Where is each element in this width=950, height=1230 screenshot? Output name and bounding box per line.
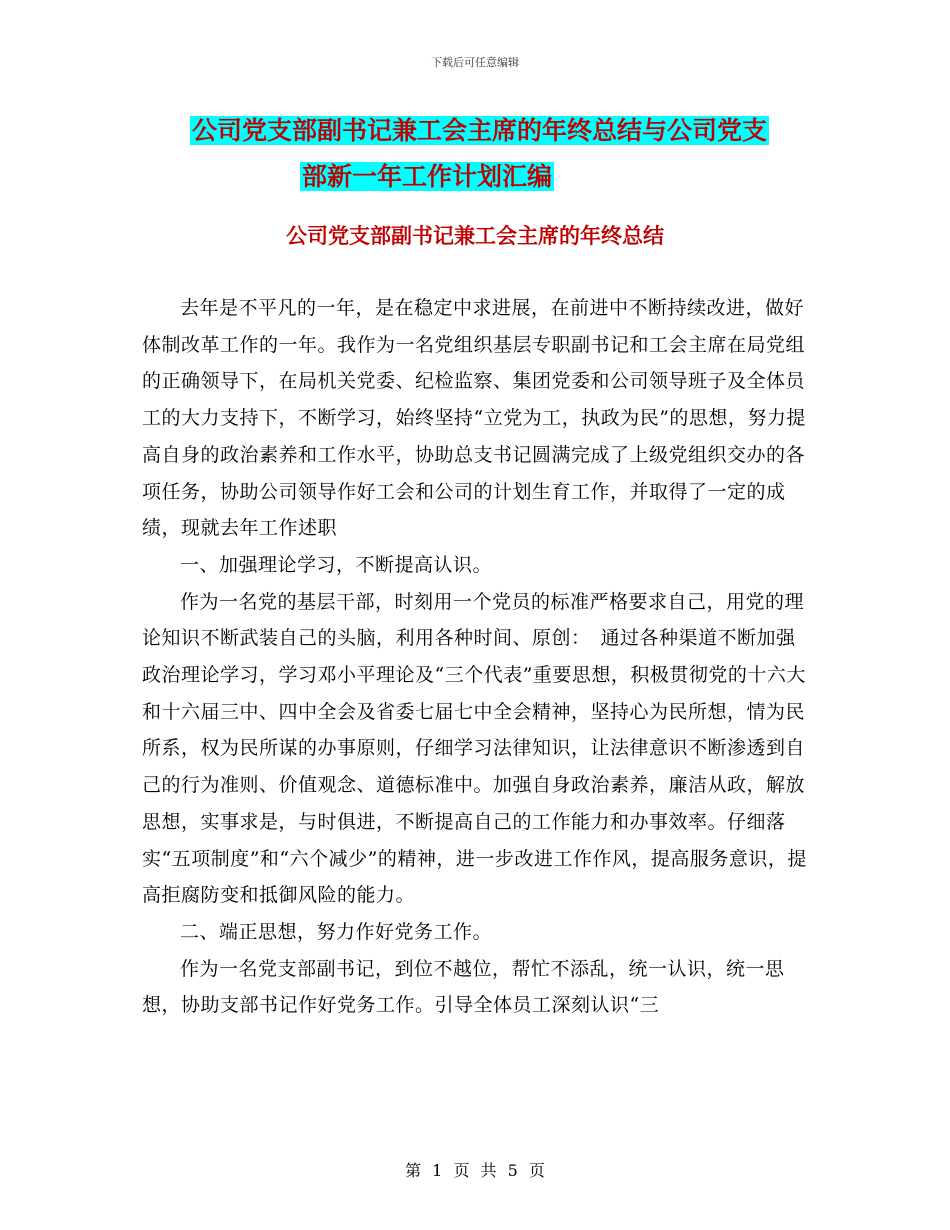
body-text (142, 290, 810, 1024)
title-line-1: 公司党支部副书记兼工会主席的年终总结与公司党支 (192, 116, 768, 145)
title-line-2: 部新一年工作计划汇编 (302, 162, 553, 191)
paragraph: 作为一名党的基层干部，时刻用一个党员的标准严格要求自己，用党的理论知识不断武装自己的头脑，利用各种时间、原创： 通过各种渠道不断加强政治理论学习，学习邓小平理论及“三个代表”重要思想，积极贯彻党的十六大和十六届三中、四中全会及省委七届七中全会精神，坚持心为民所想，情为民所系，权为民所谋的办事原则，仔细学习法律知识，让法律意识不断渗透到自己的行为准则、价值观念、道德标准中。加强自身政治素养，廉洁从政，解放思想，实事求是，与时俱进，不断提高自己的工作能力和办事效率。仔细落实“五项制度”和“六个减少”的精神，进一步改进工作作风，提高服务意识，提高拒腐防变和抵御风险的能力。 (142, 590, 807, 907)
header-note: 下载后可任意编辑 (431, 56, 519, 69)
paragraph: 作为一名党支部副书记，到位不越位，帮忙不添乱，统一认识，统一思想，协助支部书记作好党务工作。引导全体员工深刻认识“三 (142, 957, 785, 1017)
paragraph-heading: 二、端正思想，努力作好党务工作。 (180, 920, 493, 943)
paragraph-heading: 一、加强理论学习，不断提高认识。 (180, 553, 493, 576)
paragraph: 去年是不平凡的一年，是在稳定中求进展，在前进中不断持续改进，做好体制改革工作的一年。我作为一名党组织基层专职副书记和工会主席在局党组的正确领导下，在局机关党委、纪检监察、集团党委和公司领导班子及全体员工的大力支持下，不断学习，始终坚持“立党为工，执政为民”的思想，努力提高自身的政治素养和工作水平，协助总支书记圆满完成了上级党组织交办的各项任务，协助公司领导作好工会和公司的计划生育工作，并取得了一定的成绩，现就去年工作述职 (142, 297, 806, 540)
section-title: 公司党支部副书记兼工会主席的年终总结 (286, 224, 664, 248)
page-footer: 第 1 页 共 5 页 (405, 1161, 545, 1180)
document-title (190, 108, 810, 200)
